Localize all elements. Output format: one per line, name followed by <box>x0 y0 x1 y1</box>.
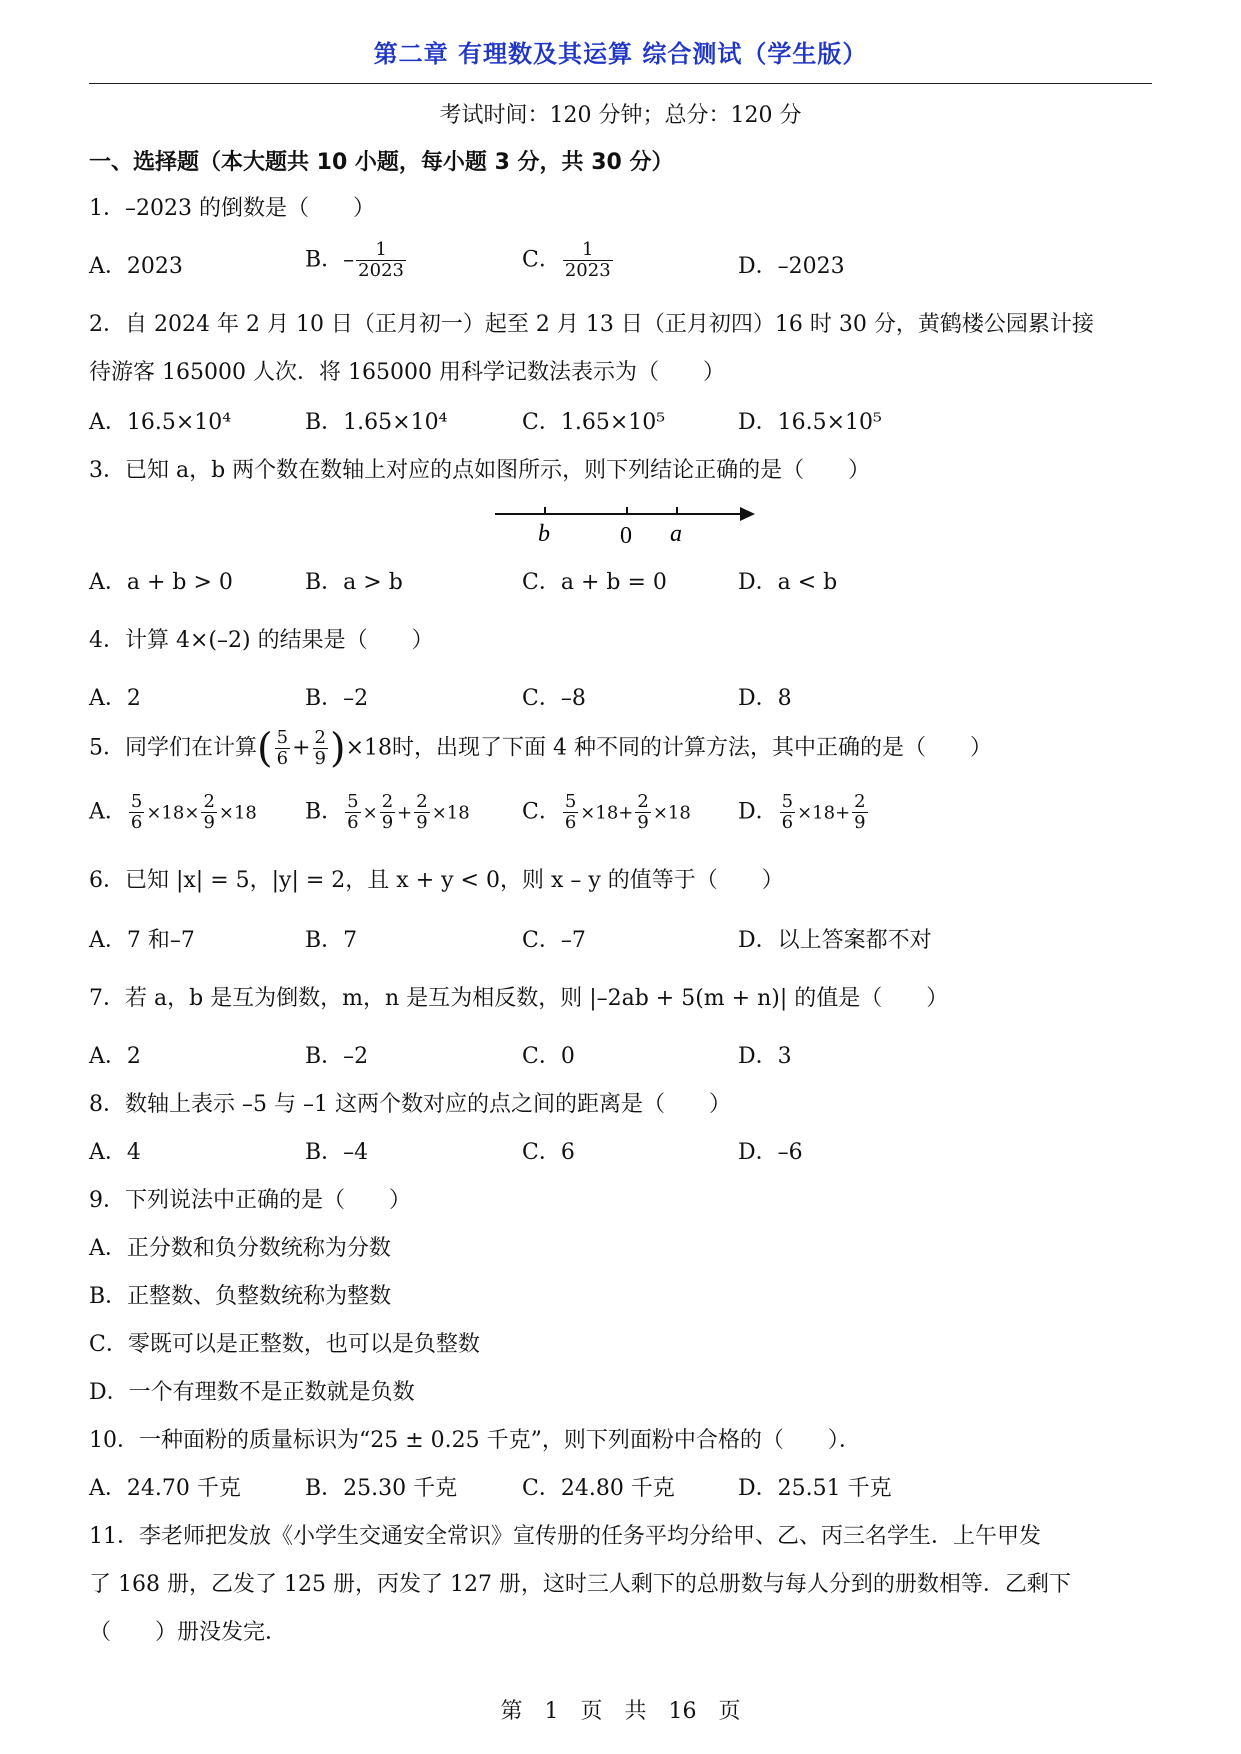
q3-option-d: D．a < b <box>738 570 838 595</box>
q9-option-b: B．正整数、负整数统称为整数 <box>89 1284 392 1309</box>
label-0: 0 <box>620 523 632 549</box>
q4-option-b: B．–2 <box>305 686 369 711</box>
q10-option-b: B．25.30 千克 <box>305 1476 458 1501</box>
q8-option-d: D．–6 <box>738 1140 803 1165</box>
q4-option-c: C．–8 <box>522 686 586 711</box>
q10-option-c: C．24.80 千克 <box>522 1476 675 1501</box>
q10-option-a: A．24.70 千克 <box>89 1476 241 1501</box>
q9-option-c: C．零既可以是正整数，也可以是负整数 <box>89 1332 480 1357</box>
q5-option-a: A． $\frac{5}{6}$ ×18× $\frac{2}{9}$ ×18 <box>89 791 257 833</box>
q6-option-c: C．–7 <box>522 928 586 953</box>
q2-option-b: B．1.65×10⁴ <box>305 410 448 435</box>
question-11-line2: 了 168 册，乙发了 125 册，丙发了 127 册，这时三人剩下的总册数与每人分到的册数相等．乙剩下 <box>89 1572 1071 1597</box>
q2-option-c: C．1.65×10⁵ <box>522 410 666 435</box>
q10-option-d: D．25.51 千克 <box>738 1476 892 1501</box>
q2-option-d: D．16.5×10⁵ <box>738 410 882 435</box>
question-1-stem: 1．–2023 的倒数是（ ） <box>89 196 375 221</box>
q4-option-d: D．8 <box>738 686 792 711</box>
question-10-stem: 10．一种面粉的质量标识为“25 ± 0.25 千克”，则下列面粉中合格的（ ）． <box>89 1428 861 1453</box>
q9-option-a: A．正分数和负分数统称为分数 <box>89 1236 391 1261</box>
q8-option-b: B．–4 <box>305 1140 369 1165</box>
q5-option-b: B． $\frac{5}{6}$ × $\frac{2}{9}$ + $\frac{2}{9}$ ×18 <box>305 791 470 833</box>
q3-option-a: A．a + b > 0 <box>89 570 233 595</box>
fraction: $\frac{1}{2023}$ <box>358 239 404 281</box>
question-9-stem: 9．下列说法中正确的是（ ） <box>89 1188 411 1213</box>
q4-option-a: A．2 <box>89 686 141 711</box>
number-line-figure <box>495 498 755 554</box>
q1-option-c: C． $\frac{1}{2023}$ <box>522 239 611 281</box>
page-title: 第二章 有理数及其运算 综合测试（学生版） <box>373 40 868 68</box>
q8-option-c: C．6 <box>522 1140 575 1165</box>
question-5-stem: 5．同学们在计算( $\frac{5}{6}$ + $\frac{2}{9}$ )×18时，出现了下面 4 种不同的计算方法，其中正确的是（ ） <box>89 725 992 772</box>
exam-info: 考试时间：120 分钟；总分：120 分 <box>439 103 802 128</box>
q6-option-b: B．7 <box>305 928 358 953</box>
q7-option-b: B．–2 <box>305 1044 369 1069</box>
fraction: $\frac{1}{2023}$ <box>564 239 611 281</box>
q9-option-d: D．一个有理数不是正数就是负数 <box>89 1380 415 1405</box>
question-4-stem: 4．计算 4×(–2) 的结果是（ ） <box>89 628 434 653</box>
q5-option-d: D． $\frac{5}{6}$ ×18+ $\frac{2}{9}$ <box>738 791 866 833</box>
q1-option-d: D．–2023 <box>738 254 845 279</box>
q8-option-a: A．4 <box>89 1140 141 1165</box>
q7-option-c: C．0 <box>522 1044 575 1069</box>
label-b: b <box>538 521 550 547</box>
q6-option-d: D．以上答案都不对 <box>738 928 932 953</box>
q6-option-a: A．7 和–7 <box>89 928 195 953</box>
q3-option-c: C．a + b = 0 <box>522 570 667 595</box>
q1-option-a: A．2023 <box>89 254 183 279</box>
q1-option-b: B．– $\frac{1}{2023}$ <box>305 239 404 281</box>
axis-arrow <box>740 507 755 521</box>
label-a: a <box>670 521 682 547</box>
header-rule <box>89 83 1152 84</box>
section-heading: 一、选择题（本大题共 10 小题，每小题 3 分，共 30 分） <box>89 150 674 175</box>
q2-option-a: A．16.5×10⁴ <box>89 410 232 435</box>
page-footer: 第 1 页 共 16 页 <box>500 1699 741 1724</box>
question-8-stem: 8．数轴上表示 –5 与 –1 这两个数对应的点之间的距离是（ ） <box>89 1092 731 1117</box>
question-6-stem: 6．已知 |x| = 5，|y| = 2，且 x + y < 0，则 x – y 的值等于（ ） <box>89 868 784 893</box>
q7-option-d: D．3 <box>738 1044 792 1069</box>
q5-option-c: C． $\frac{5}{6}$ ×18+ $\frac{2}{9}$ ×18 <box>522 791 691 833</box>
q7-option-a: A．2 <box>89 1044 141 1069</box>
question-7-stem: 7．若 a，b 是互为倒数，m，n 是互为相反数，则 |–2ab + 5(m + n)| 的值是（ ） <box>89 986 949 1011</box>
q3-option-b: B．a > b <box>305 570 403 595</box>
question-11-line3: （ ）册没发完． <box>89 1620 288 1645</box>
question-11-line1: 11．李老师把发放《小学生交通安全常识》宣传册的任务平均分给甲、乙、丙三名学生．上午甲发 <box>89 1524 1041 1549</box>
question-2-line2: 待游客 165000 人次．将 165000 用科学记数法表示为（ ） <box>89 360 725 385</box>
question-3-stem: 3．已知 a，b 两个数在数轴上对应的点如图所示，则下列结论正确的是（ ） <box>89 458 871 483</box>
question-2-line1: 2．自 2024 年 2 月 10 日（正月初一）起至 2 月 13 日（正月初四）16 时 30 分，黄鹤楼公园累计接 <box>89 312 1094 337</box>
